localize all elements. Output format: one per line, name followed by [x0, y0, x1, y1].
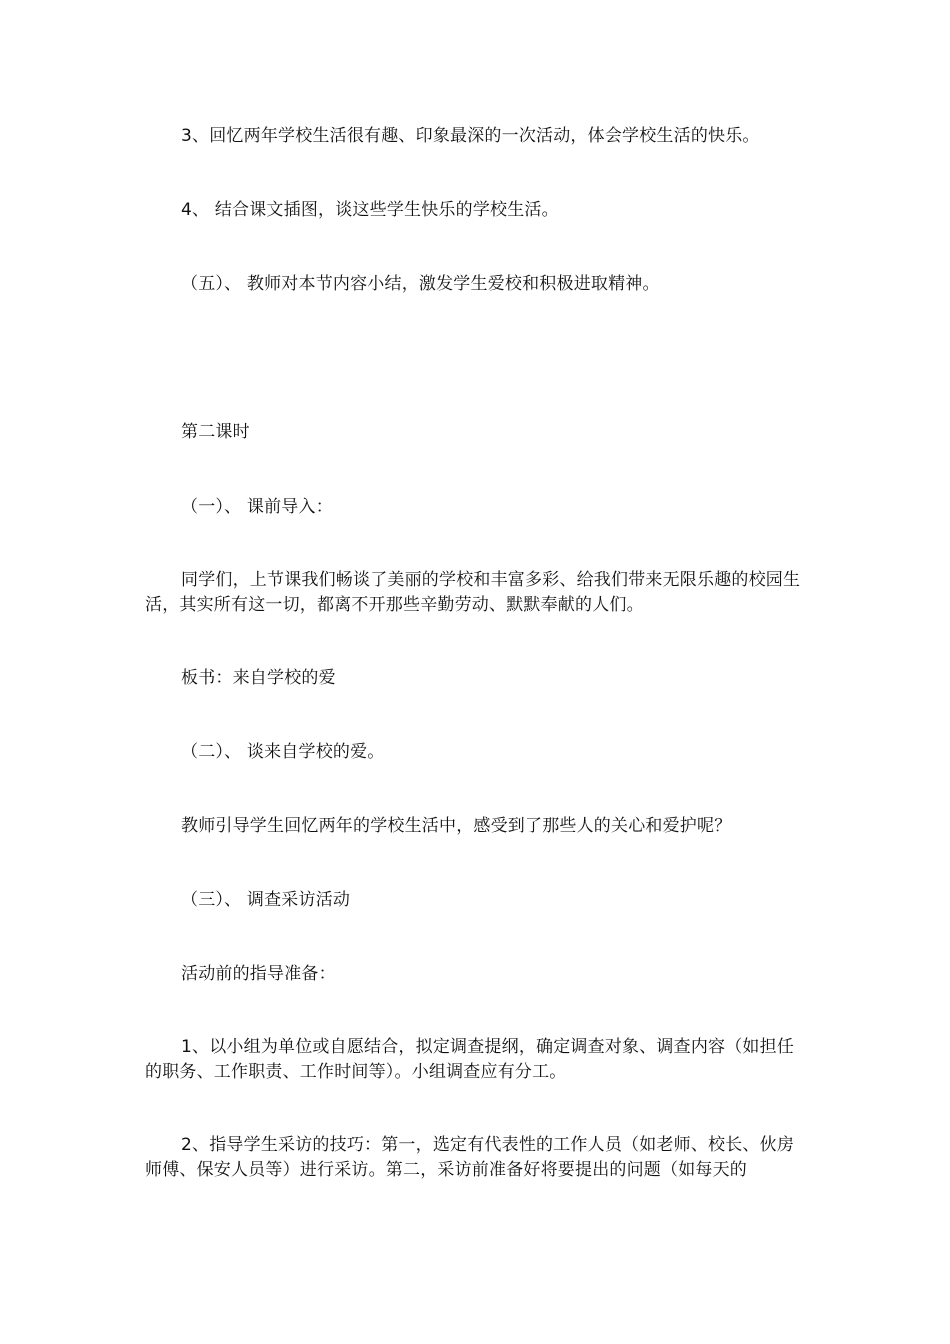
paragraph-survey-three: （三）、 调查采访活动	[181, 890, 351, 910]
paragraph-preparation: 活动前的指导准备：	[181, 964, 336, 984]
paragraph-step-2: 2、指导学生采访的技巧：第一，选定有代表性的工作人员（如老师、校长、伙房师傅、保安人员等）进行采访。第二，采访前准备好将要提出的问题（如每天的	[145, 1135, 795, 1180]
paragraph-talk-two: （二）、 谈来自学校的爱。	[181, 742, 385, 762]
paragraph-blackboard: 板书：来自学校的爱	[181, 668, 336, 688]
paragraph-teacher-guide: 教师引导学生回忆两年的学校生活中，感受到了那些人的关心和爱护呢？	[181, 816, 732, 836]
paragraph-activity-4: 4、 结合课文插图，谈这些学生快乐的学校生活。	[181, 200, 559, 220]
paragraph-step-1: 1、以小组为单位或自愿结合，拟定调查提纲，确定调查对象、调查内容（如担任的职务、工作职责、工作时间等）。小组调查应有分工。	[145, 1037, 795, 1082]
paragraph-summary-five: （五）、 教师对本节内容小结，激发学生爱校和积极进取精神。	[181, 274, 660, 294]
section-heading-second-lesson: 第二课时	[181, 422, 250, 442]
paragraph-activity-3: 3、回忆两年学校生活很有趣、印象最深的一次活动，体会学校生活的快乐。	[181, 126, 760, 146]
paragraph-intro-text: 同学们，上节课我们畅谈了美丽的学校和丰富多彩、给我们带来无限乐趣的校园生活，其实所有这一切，都离不开那些辛勤劳动、默默奉献的人们。	[145, 570, 801, 615]
paragraph-intro-one: （一）、 课前导入：	[181, 497, 333, 517]
